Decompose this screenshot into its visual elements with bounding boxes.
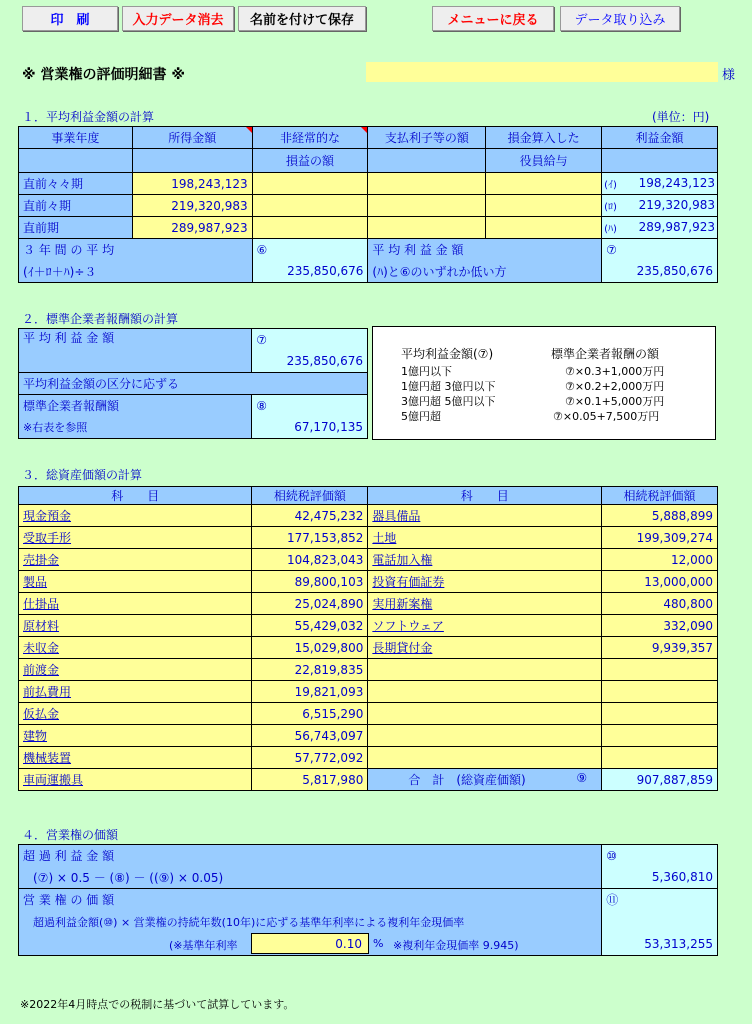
asset-name-left[interactable]: 前渡金: [19, 659, 252, 681]
asset-name-left[interactable]: 前払費用: [19, 681, 252, 703]
section3-heading: ３．総資産価額の計算: [22, 468, 143, 482]
officer-pay-input[interactable]: [486, 195, 602, 217]
reward-reference-box: [372, 326, 716, 440]
data-import-button[interactable]: データ取り込み: [560, 6, 680, 31]
asset-value-left[interactable]: 15,029,800: [252, 637, 368, 659]
comment-marker-icon: [361, 127, 367, 133]
section1-heading: １．平均利益金額の計算: [22, 110, 155, 124]
asset-name-right[interactable]: [368, 681, 602, 703]
ref-range: 1億円以下: [401, 365, 452, 378]
asset-value-right[interactable]: 5,888,899: [602, 505, 718, 527]
ref-head-reward: 標準企業者報酬の額: [551, 347, 660, 361]
asset-value-left[interactable]: 42,475,232: [252, 505, 368, 527]
row-label: 直前期: [19, 217, 133, 239]
row-label: 直前々々期: [19, 173, 133, 195]
avg-profit-mark: ⑦: [602, 239, 718, 261]
asset-name-right[interactable]: 電話加入権: [368, 549, 602, 571]
sec2-avg-mark: ⑦: [252, 329, 368, 351]
comment-marker-icon: [246, 127, 252, 133]
asset-name-left[interactable]: 現金預金: [19, 505, 252, 527]
asset-name-right[interactable]: [368, 703, 602, 725]
asset-value-left[interactable]: 19,821,093: [252, 681, 368, 703]
avg-profit-formula: (ﾊ)と⑥のいずれか低い方: [368, 261, 602, 283]
sec2-std-value: 67,170,135: [252, 417, 368, 439]
col-item-right: 科 目: [368, 487, 602, 505]
asset-value-left[interactable]: 5,817,980: [252, 769, 368, 791]
officer-pay-input[interactable]: [486, 173, 602, 195]
asset-value-right[interactable]: 199,309,274: [602, 527, 718, 549]
goodwill-label: 営 業 権 の 価 額: [19, 889, 602, 911]
excess-profit-label: 超 過 利 益 金 額: [19, 845, 602, 867]
section4-heading: ４．営業権の価額: [22, 828, 119, 842]
col-officer-pay: 損金算入した: [486, 127, 602, 149]
ref-formula: ⑦×0.3+1,000万円: [565, 365, 665, 378]
profit-cell: (ﾛ) 219,320,983: [602, 195, 718, 217]
sec2-ref-note: ※右表を参照: [19, 417, 252, 439]
asset-value-right[interactable]: 480,800: [602, 593, 718, 615]
asset-name-left[interactable]: 仕掛品: [19, 593, 252, 615]
asset-name-right[interactable]: 長期貸付金: [368, 637, 602, 659]
asset-value-left[interactable]: 55,429,032: [252, 615, 368, 637]
income-input[interactable]: 219,320,983: [132, 195, 252, 217]
asset-value-left[interactable]: 25,024,890: [252, 593, 368, 615]
income-input[interactable]: 198,243,123: [132, 173, 252, 195]
asset-value-left[interactable]: 177,153,852: [252, 527, 368, 549]
asset-row: [19, 747, 718, 769]
col-income: 所得金額: [132, 127, 252, 149]
interest-input[interactable]: [368, 217, 486, 239]
avg3-label: ３ 年 間 の 平 均: [19, 239, 253, 261]
base-rate-input[interactable]: 0.10: [251, 933, 369, 954]
profit-cell: (ｲ) 198,243,123: [602, 173, 718, 195]
col-value-right: 相続税評価額: [602, 487, 718, 505]
avg-profit-value: 235,850,676: [602, 261, 718, 283]
ref-formula: ⑦×0.1+5,000万円: [565, 395, 665, 408]
sec2-avg-value: 235,850,676: [252, 351, 368, 373]
asset-row: [19, 615, 718, 637]
rate-unit: %: [373, 936, 384, 950]
asset-row: [19, 527, 718, 549]
asset-row: [19, 637, 718, 659]
save-as-button[interactable]: 名前を付けて保存: [238, 6, 366, 31]
asset-row: [19, 593, 718, 615]
profit-cell: (ﾊ) 289,987,923: [602, 217, 718, 239]
goodwill-value: 53,313,255: [602, 933, 718, 956]
col-fiscal-year: 事業年度: [19, 127, 133, 149]
asset-value-right[interactable]: [602, 725, 718, 747]
std-reward-table: [18, 328, 368, 439]
rate-label: (※基準年利率: [169, 938, 238, 952]
ref-range: 5億円超: [401, 410, 441, 423]
asset-value-left[interactable]: 22,819,835: [252, 659, 368, 681]
asset-value-left[interactable]: 104,823,043: [252, 549, 368, 571]
asset-value-right[interactable]: 9,939,357: [602, 637, 718, 659]
total-assets-table: [18, 486, 718, 791]
asset-name-left[interactable]: 売掛金: [19, 549, 252, 571]
avg3-value: 235,850,676: [252, 261, 368, 283]
asset-name-left[interactable]: 受取手形: [19, 527, 252, 549]
total-value: 907,887,859: [602, 769, 718, 791]
ref-head-profit: 平均利益金額(⑦): [401, 347, 494, 361]
interest-input[interactable]: [368, 173, 486, 195]
extraordinary-input[interactable]: [252, 195, 368, 217]
print-button[interactable]: 印 刷: [22, 6, 118, 31]
avg-profit-table: [18, 126, 718, 239]
asset-value-left[interactable]: 57,772,092: [252, 747, 368, 769]
asset-name-right[interactable]: [368, 725, 602, 747]
client-name-input[interactable]: [366, 62, 718, 82]
excess-profit-value: 5,360,810: [602, 867, 718, 889]
col-officer-pay-line2: 役員給与: [486, 149, 602, 173]
asset-row: [19, 659, 718, 681]
interest-input[interactable]: [368, 195, 486, 217]
asset-name-right[interactable]: 投資有価証券: [368, 571, 602, 593]
asset-name-left[interactable]: 機械装置: [19, 747, 252, 769]
col-extraordinary-line2: 損益の額: [252, 149, 368, 173]
asset-value-right[interactable]: [602, 703, 718, 725]
col-extraordinary: 非経常的な: [252, 127, 368, 149]
asset-name-right[interactable]: 土地: [368, 527, 602, 549]
clear-data-button[interactable]: 入力データ消去: [122, 6, 234, 31]
asset-value-right[interactable]: 13,000,000: [602, 571, 718, 593]
asset-name-left[interactable]: 未収金: [19, 637, 252, 659]
avg3-mark: ⑥: [252, 239, 368, 261]
col-value-left: 相続税評価額: [252, 487, 368, 505]
asset-row: [19, 769, 718, 791]
excess-profit-formula: (⑦) × 0.5 － (⑧) － ((⑨) × 0.05): [19, 867, 602, 889]
asset-value-right[interactable]: 332,090: [602, 615, 718, 637]
avg-summary-table: [18, 238, 718, 283]
extraordinary-input[interactable]: [252, 217, 368, 239]
asset-row: [19, 549, 718, 571]
sec2-avg-label: 平 均 利 益 金 額: [19, 329, 252, 351]
asset-name-left[interactable]: 仮払金: [19, 703, 252, 725]
rate-row: [19, 933, 602, 956]
asset-value-right[interactable]: 12,000: [602, 549, 718, 571]
asset-name-left[interactable]: 車両運搬具: [19, 769, 252, 791]
asset-name-right[interactable]: ソフトウェア: [368, 615, 602, 637]
ref-formula: ⑦×0.2+2,000万円: [565, 380, 665, 393]
footer-note: ※2022年4月時点での税制に基づいて試算しています。: [20, 998, 295, 1011]
asset-row: [19, 505, 718, 527]
sec2-std-label: 標準企業者報酬額: [19, 395, 252, 417]
asset-value-right[interactable]: [602, 681, 718, 703]
extraordinary-input[interactable]: [252, 173, 368, 195]
asset-row: [19, 725, 718, 747]
back-to-menu-button[interactable]: メニューに戻る: [432, 6, 554, 31]
officer-pay-input[interactable]: [486, 217, 602, 239]
ref-range: 1億円超 3億円以下: [401, 380, 496, 393]
section2-heading: ２．標準企業者報酬額の計算: [22, 312, 179, 326]
excess-profit-mark: ⑩: [602, 845, 718, 867]
ref-range: 3億円超 5億円以下: [401, 395, 496, 408]
asset-row: [19, 703, 718, 725]
asset-name-right[interactable]: [368, 659, 602, 681]
col-profit: 利益金額: [602, 127, 718, 149]
asset-row: [19, 681, 718, 703]
asset-value-left[interactable]: 6,515,290: [252, 703, 368, 725]
ref-formula: ⑦×0.05+7,500万円: [553, 410, 660, 423]
page-title: ※ 営業権の評価明細書 ※: [22, 67, 185, 83]
avg-profit-label: 平 均 利 益 金 額: [368, 239, 602, 261]
asset-name-left[interactable]: 原材料: [19, 615, 252, 637]
asset-row: [19, 571, 718, 593]
asset-value-right[interactable]: [602, 659, 718, 681]
avg3-formula: (ｲ＋ﾛ＋ﾊ)÷３: [19, 261, 253, 283]
total-mark: ⑨: [576, 771, 588, 785]
asset-value-left[interactable]: 56,743,097: [252, 725, 368, 747]
asset-value-right[interactable]: [602, 747, 718, 769]
asset-name-right[interactable]: 実用新案権: [368, 593, 602, 615]
asset-value-left[interactable]: 89,800,103: [252, 571, 368, 593]
goodwill-mark: ⑪: [602, 889, 718, 911]
sec2-std-mark: ⑧: [252, 395, 368, 417]
honorific-label: 様: [722, 68, 736, 83]
asset-name-right[interactable]: [368, 747, 602, 769]
col-interest: 支払利子等の額: [368, 127, 486, 149]
rate-note: ※複利年金現価率 9.945): [393, 938, 519, 952]
income-input[interactable]: 289,987,923: [132, 217, 252, 239]
asset-name-right[interactable]: 器具備品: [368, 505, 602, 527]
unit-label: (単位：円): [652, 110, 710, 124]
sec2-division-label: 平均利益金額の区分に応ずる: [19, 373, 368, 395]
goodwill-table: [18, 844, 718, 956]
goodwill-formula: 超過利益金額(⑩) × 営業権の持続年数(10年)に応ずる基準年利率による複利年金現価率: [19, 911, 602, 933]
asset-name-left[interactable]: 製品: [19, 571, 252, 593]
asset-name-left[interactable]: 建物: [19, 725, 252, 747]
col-item-left: 科 目: [19, 487, 252, 505]
total-label: 合 計 (総資産価額) ⑨: [368, 769, 602, 791]
row-label: 直前々期: [19, 195, 133, 217]
